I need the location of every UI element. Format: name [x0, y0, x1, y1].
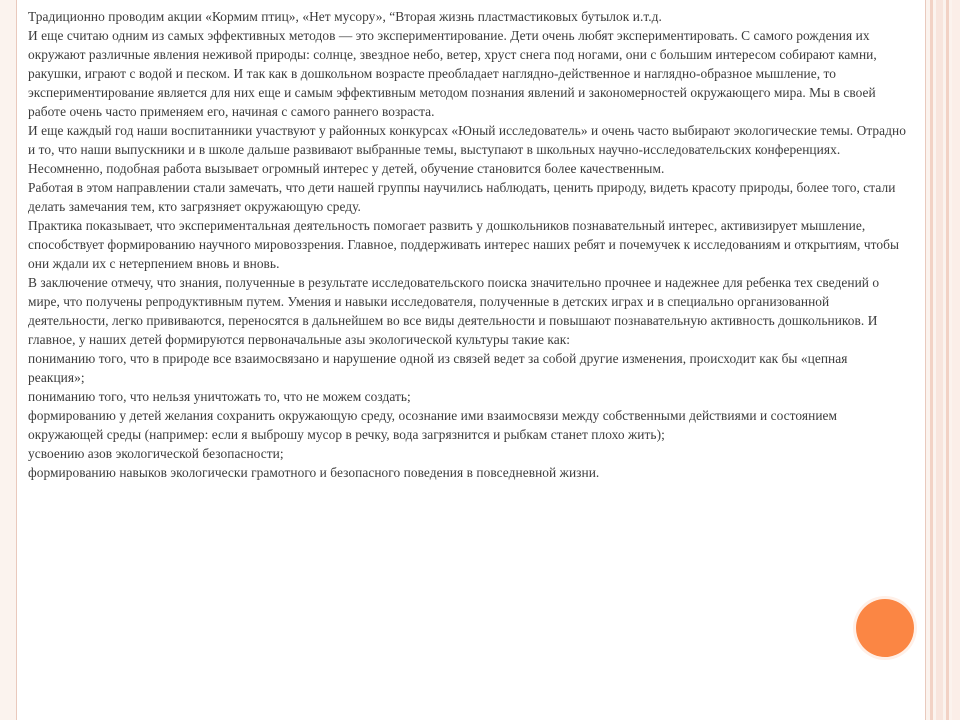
list-item: формированию навыков экологически грамотного и безопасного поведения в повседневной жизни. [28, 465, 600, 480]
paragraph-contests: И еще каждый год наши воспитанники участвуют у районных конкурсах «Юный исследователь» и очень часто выбирают экологические темы. Отрадно и то, что наши выпускники и в школе дальше развивают выбранные темы, выступают в школьных научно-исследовательских конференциях. Несомненно, подобная работа вызывает огромный интерес у детей, обучение становится более качественным. [28, 123, 906, 176]
orange-circle-icon [856, 599, 914, 657]
paragraph-conclusion: В заключение отмечу, что знания, полученные в результате исследовательского поиска значительно прочнее и надежнее для ребенка тех сведений о мире, что получены репродуктивным путем. Умения и навыки исследователя, полученные в детских играх и в специально организованной деятельности, легко прививаются, переносятся в дальнейшем во все виды деятельности и повышают познавательную активность дошкольников. И главное, у наших детей формируются первоначальные азы экологической культуры такие как: [28, 275, 880, 347]
list-item: усвоению азов экологической безопасности; [28, 446, 284, 461]
paragraph-observation: Работая в этом направлении стали замечать, что дети нашей группы научились наблюдать, ценить природу, видеть красоту природы, более того, стали делать замечания тем, кто загрязняет окружающую среду. [28, 180, 896, 214]
decorative-stripe [936, 0, 943, 720]
list-item: формированию у детей желания сохранить окружающую среду, осознание ими взаимосвязи между собственными действиями и состоянием окружающей среды (например: если я выброшу мусор в речку, вода загрязнится и рыбкам станет плохо жить); [28, 408, 838, 442]
list-item: пониманию того, что в природе все взаимосвязано и нарушение одной из связей ведет за собой другие изменения, происходит как бы «цепная реакция»; [28, 351, 848, 385]
decorative-stripe [930, 0, 933, 720]
decorative-stripe [952, 0, 960, 720]
list-item: пониманию того, что нельзя уничтожать то, что не можем создать; [28, 389, 411, 404]
decorative-stripe [946, 0, 949, 720]
body-text [28, 7, 906, 482]
paragraph-experimentation: И еще считаю одним из самых эффективных методов — это экспериментирование. Дети очень любят экспериментировать. С самого рождения их окружают различные явления неживой природы: солнце, звездное небо, ветер, хруст снега под ногами, они с большим интересом собирают камни, ракушки, играют с водой и песком. И так как в дошкольном возрасте преобладает наглядно-действенное и наглядно-образное мышление, то экспериментирование является для них еще и самым эффективным методом познания явлений и закономерностей окружающего мира. Мы в своей работе очень часто применяем его, начиная с самого раннего возраста. [28, 28, 877, 119]
paragraph-practice: Практика показывает, что экспериментальная деятельность помогает развить у дошкольников познавательный интерес, активизирует мышление, способствует формированию научного мировоззрения. Главное, поддерживать интерес наших ребят и почемучек к исследованиям и открытиям, чтобы они ждали их с нетерпением вновь и вновь. [28, 218, 899, 271]
paragraph-actions: Традиционно проводим акции «Кормим птиц», «Нет мусору», “Вторая жизнь пластмастиковых бутылок и.т.д. [28, 9, 662, 24]
